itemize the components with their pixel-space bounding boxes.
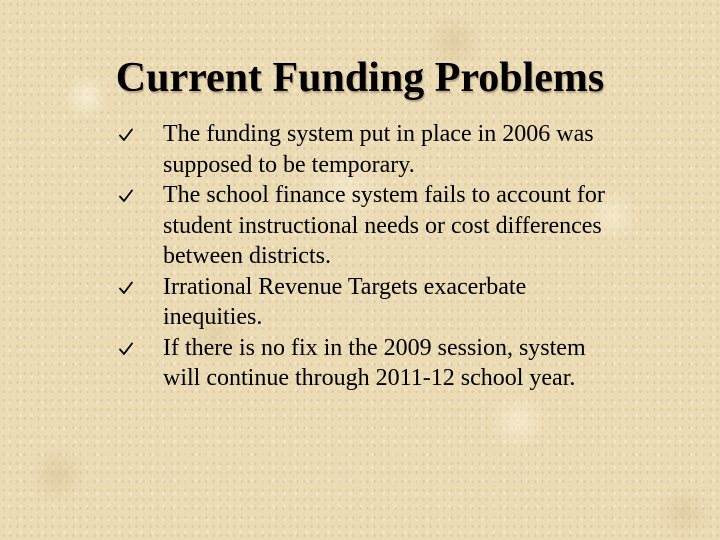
check-icon [118,341,134,357]
check-icon [118,188,134,204]
bullet-text: The funding system put in place in 2006 was supposed to be temporary. [163,121,594,178]
bullet-text: If there is no fix in the 2009 session, system will continue through 2011-12 school year. [163,334,586,391]
check-icon [118,127,134,143]
bullet-item [118,272,608,333]
slide-title: Current Funding Problems [115,55,605,101]
bullet-item [118,180,608,272]
bullet-text: The school finance system fails to account for student instructional needs or cost differences between districts. [163,182,605,269]
check-icon [118,280,134,296]
bullet-item [118,119,608,180]
bullet-text: Irrational Revenue Targets exacerbate inequities. [163,273,527,330]
bullet-item [118,333,608,394]
bullet-list [118,119,608,394]
